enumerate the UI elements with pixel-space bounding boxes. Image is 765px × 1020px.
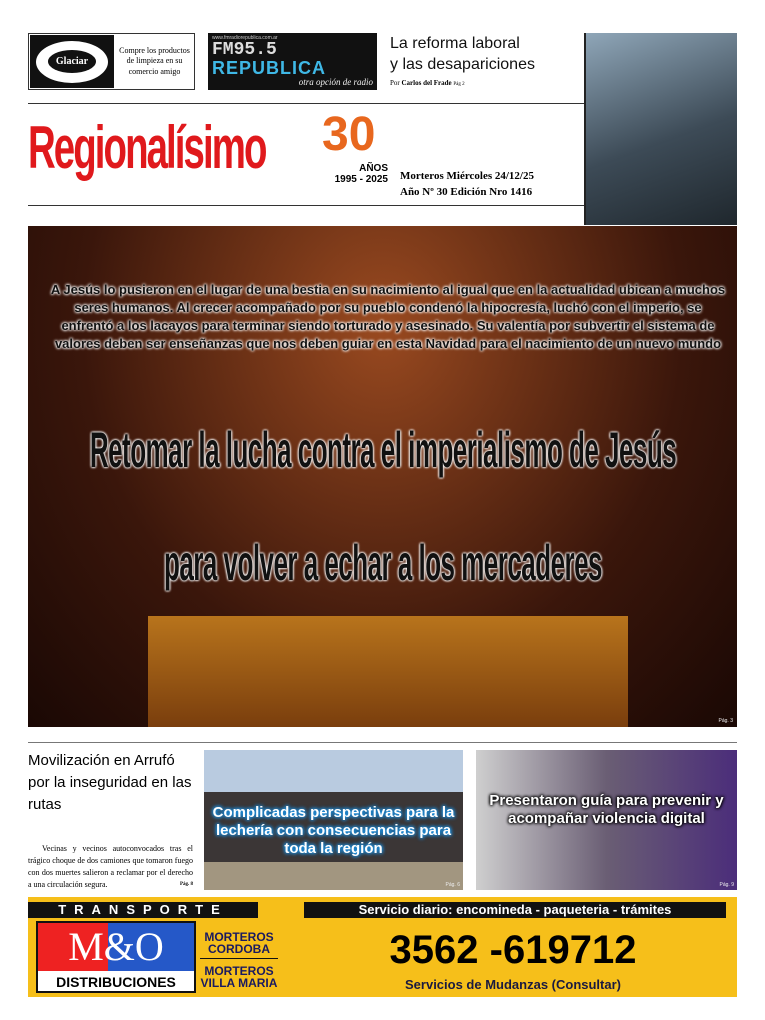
anniversary-label: [320, 163, 388, 185]
story-title: Movilización en Arrufó por la inseguridad en las rutas: [28, 752, 192, 813]
route-1b: CORDOBA: [208, 942, 270, 956]
divider: [28, 742, 737, 743]
story-arrufo[interactable]: [28, 750, 193, 891]
transport-ad: [28, 897, 737, 997]
edition-info: [400, 168, 534, 200]
glaciar-logo-text: Glaciar: [48, 50, 96, 73]
byline-prefix: Por: [390, 79, 400, 87]
glaciar-logo: [30, 35, 114, 88]
edition-number: Año Nº 30 Edición Nro 1416: [400, 186, 533, 198]
anniversary-years: 1995 - 2025: [334, 174, 388, 185]
mo-logo: [36, 921, 196, 993]
anniversary-number: 30: [322, 108, 376, 161]
glaciar-ad: [28, 33, 195, 90]
route-2b: VILLA MARIA: [200, 976, 278, 990]
hero-headline-1: Retomar la lucha contra el imperialismo de Jesús: [89, 422, 676, 478]
radio-ad: [208, 33, 377, 90]
top-story-photo: [584, 33, 737, 225]
divider: [28, 205, 584, 206]
hero-headline-2: para volver a echar a los mercaderes: [163, 535, 602, 591]
story-violencia-digital[interactable]: [476, 750, 737, 890]
byline-author: Carlos del Frade: [401, 79, 452, 87]
radio-slogan: otra opción de radio: [298, 77, 373, 87]
masthead-title: Regionalísimo: [28, 114, 266, 181]
hero-lead: A Jesús lo pusieron en el lugar de una bestia en su nacimiento al igual que en la actualidad ubican a muchos seres humanos. Al crecer acompañado por su pueblo condenó la hipocresía, luchó con el imperio, se enfrentó a los lacayos para terminar siendo torturado y asesinado. Su valentía por subvertir el sistema de valores deben ser enseñanzas que nos deben guiar en esta Navidad para el nacimiento de un nuevo mundo: [50, 282, 726, 351]
story-title: Complicadas perspectivas para la lechería con consecuencias para toda la región: [212, 804, 455, 857]
radio-name: REPUBLICA: [212, 58, 327, 78]
top-story[interactable]: [390, 33, 580, 87]
top-story-title-1: La reforma laboral: [390, 35, 520, 52]
top-story-title-2: y las desapariciones: [390, 56, 535, 73]
page-ref: Pág. 8: [179, 882, 193, 887]
nativity-image: [148, 616, 628, 727]
page-ref: Pág. 3: [718, 718, 733, 724]
story-body: Vecinas y vecinos autoconvocados tras el trágico choque de dos camiones que tomaron fuego con dos muertes salieron a reclamar por el derecho a una circulación segura.: [28, 844, 193, 889]
glaciar-ad-text: Compre los productos de limpieza en su comercio amigo: [119, 45, 190, 76]
route-1a: MORTEROS: [204, 930, 274, 944]
radio-frequency: FM95.5: [212, 40, 277, 60]
story-title: Presentaron guía para prevenir y acompañar violencia digital: [489, 792, 724, 827]
ad-phone: 3562 -619712: [389, 928, 637, 972]
hero-story[interactable]: [28, 226, 737, 727]
ad-header: TRANSPORTE: [28, 902, 258, 918]
place-date: Morteros Miércoles 24/12/25: [400, 170, 534, 182]
ad-service: Servicio diario: encomineda - paqueteria - trámites: [304, 902, 726, 918]
page-ref: Pág. 6: [445, 882, 460, 888]
ad-moving: Servicios de Mudanzas (Consultar): [405, 977, 621, 992]
mo-logo-sub: DISTRIBUCIONES: [56, 974, 176, 990]
divider: [28, 103, 584, 104]
radio-url: www.fmradiorepublica.com.ar: [212, 35, 278, 41]
page-ref: Pág 2: [453, 82, 465, 87]
page-ref: Pág. 9: [719, 882, 734, 888]
anniversary-anos: AÑOS: [359, 163, 388, 174]
mo-logo-text: M&O: [38, 923, 194, 971]
route-2a: MORTEROS: [204, 964, 274, 978]
story-lecheria[interactable]: [204, 750, 463, 890]
